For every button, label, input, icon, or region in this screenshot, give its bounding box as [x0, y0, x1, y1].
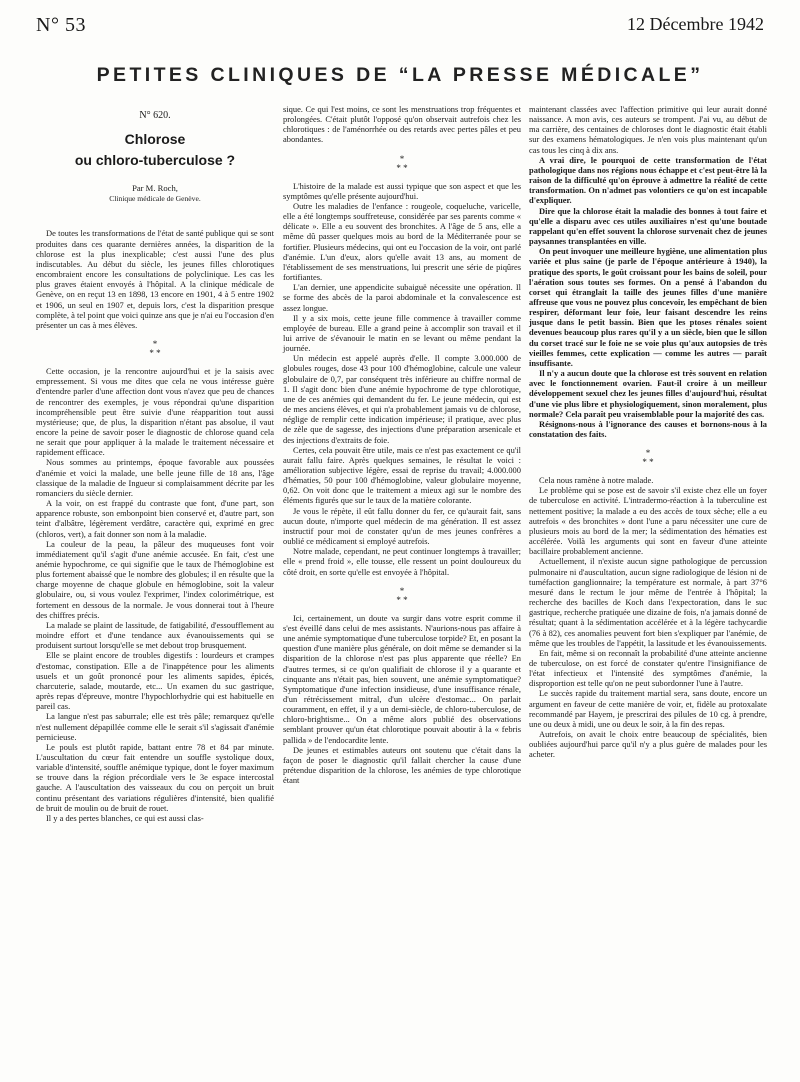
- section-separator: * * *: [396, 153, 408, 173]
- text-column-1: [36, 111, 274, 823]
- paragraph: Certes, cela pouvait être utile, mais ce n'est pas exactement ce qu'il aurait fallu faire. Après quelques semaines, le résultat le voici : amélioration subjective légère, essai de reprise du travail; 4.000.000 d'hématies, 50 pour 100 d'hémoglobine, valeur globulaire moyenne, 0,62. On voit donc que le traitement a mieux agi sur le nombre des éléments figurés que sur le taux de la matière colorante.: [283, 444, 521, 506]
- section-separator: * * *: [149, 339, 161, 359]
- section-separator: * * *: [396, 585, 408, 605]
- paragraph: La malade se plaint de lassitude, de fatigabilité, d'essoufflement au moindre effort et d'une tendance aux évanouissements qui se produisent surtout lorsqu'elle se met debout trop brusquement.: [36, 619, 274, 651]
- page-number: N° 53: [36, 14, 86, 36]
- paragraph: La couleur de la peau, la pâleur des muqueuses font voir immédiatement qu'il s'agit d'une anémie accusée. En fait, c'est une anémie hypochrome, ce qui signifie que le taux de l'hémoglobine est plus fortement abaissé que le nombre des globules; il en résulte que la charge moyenne de chaque globule en hémoglobine, soit la valeur globulaire, ou, si vous voulez l'exprimer, l'index colorimétrique, est fortement en dessous de la normale. Je vous donnerai tout à l'heure des chiffres précis.: [36, 538, 274, 620]
- issue-date: 12 Décembre 1942: [627, 14, 764, 34]
- paragraph: On peut invoquer une meilleure hygiène, une alimentation plus variée et plus saine (je parle de l'époque antérieure à 1940), la pratique des sports, le goût croissant pour les bains de soleil, pour l'aération sous toutes ses formes. On a pensé à l'abandon du corset qui étranglait la taille des jeunes filles d'une manière affreuse que vous ne pouvez plus concevoir, les empêchant de bien respirer, déformant leur foie, leur faisant descendre les reins jusque dans le petit bassin. Bien que les ptoses rénales soient devenues beaucoup plus rares qu'il y a un siècle, bien que le sillon du corset tracé sur le foie ne se voie plus qu'aux autopsies de très vieilles femmes, cette explication — comme les autres — paraît insuffisante.: [529, 246, 767, 368]
- article-title-line-1: Chlorose: [124, 131, 186, 148]
- paragraph: Il y a six mois, cette jeune fille commence à travailler comme employée de bureau. Elle a grand peine à accomplir son travail et il lui arrive de s'évanouir le matin en se levant ou même pendant la journée.: [283, 312, 521, 354]
- paragraph: Ici, certainement, un doute va surgir dans votre esprit comme il s'est éveillé dans celui de mes assistants. N'aurions-nous pas affaire à une anémie symptomatique d'une tuberculose torpide? Et, en posant la question d'une manière plus générale, on doit même se demander si la disparition de la chlorose n'est pas plus apparente que réelle? En d'autres termes, si ce qu'on qualifiait de chlorose il y a quarante et cinquante ans n'était pas, bien souvent, une anémie symptomatique? Symptomatique d'une infection insidieuse, d'une insuffisance rénale, d'un rétrécissement mitral, d'un ulcère d'estomac... On parlait couramment, en effet, il y a un demi-siècle, de chloro-tuberculose, de chloro-brightisme... On a même alors publié des observations semblant prouver qu'un état chlorotique pouvait aboutir à la « febris pallida » de l'endocardite lente.: [283, 612, 521, 745]
- paragraph: De toutes les transformations de l'état de santé publique qui se sont produites dans ces quarante dernières années, la disparition de la chlorose est la plus inexplicable; c'est aussi l'une des plus indiscutables. Au début du siècle, les jeunes filles chlorotiques encombraient encore les consultations de polyclinique. Les cas les plus graves étaient envoyés à l'hôpital. A la clinique médicale de Genève, on en reçut 13 en 1898, 13 encore en 1901, 4 à 5 entre 1902 et 1906, un seul en 1907 et, depuis lors, c'est la disparition presque complète, à tel point que voici quinze ans que je n'ai eu l'occasion d'en présenter un cas à mes élèves.: [36, 228, 274, 330]
- paragraph: Notre malade, cependant, ne peut continuer longtemps à travailler; elle « prend froid », elle tousse, elle ressent un point douloureux du côté droit, en sorte qu'elle est envoyée à l'hôpital.: [283, 546, 521, 577]
- paragraph: Outre les maladies de l'enfance : rougeole, coqueluche, varicelle, elle a été longtemps souffreteuse, considérée par ses parents comme « délicate ». Elle a eu souvent des bronchites. A l'âge de 5 ans, elle a même dû passer quelques mois au bord de la Méditerranée pour se fortifier. Plusieurs médecins, qui ont eu l'occasion de la voir, ont parlé d'anémie. L'un d'eux, alors qu'elle avait 13 ans, au moment de l'établissement de ses menstruations, lui prescrit une série de piqûres fortifiantes.: [283, 200, 521, 283]
- paragraph: maintenant classées avec l'affection primitive qui leur aurait donné naissance. A mon avis, ces auteurs se trompent. J'ai vu, au début de ma carrière, des centaines de chloroses dont le diagnostic était établi sur des examens hématologiques. Je n'en vois plus maintenant qu'un cas tous les cinq à dix ans.: [529, 104, 767, 155]
- paragraph: En fait, même si on reconnaît la probabilité d'une atteinte ancienne de tuberculose, on est forcé de constater qu'entre l'insignifiance de l'état infectieux et l'intensité des symptômes d'anémie, la disproportion est telle qu'on ne peut subordonner l'une à l'autre.: [529, 647, 767, 689]
- paragraph: Cela nous ramène à notre malade.: [539, 475, 654, 486]
- paragraph: Il y a des pertes blanches, ce qui est aussi clas-: [46, 812, 204, 823]
- paragraph: Je vous le répète, il eût fallu donner du fer, ce qu'aurait fait, sans aucun doute, n'importe quel médecin de ma génération. Il est assez instructif pour moi de constater qu'un de mes jeunes confrères a oublié ce médicament si employé autrefois.: [283, 505, 521, 547]
- article-title-line-2: ou chloro-tuberculose ?: [74, 152, 236, 169]
- author-line: Par M. Roch,: [132, 183, 178, 194]
- paragraph: Nous sommes au printemps, époque favorable aux poussées d'anémie et voici la malade, une belle jeune fille de 18 ans, l'âge classique de la maladie de Ingueur si complaisamment décrite par les romanciers du siècle dernier.: [36, 457, 274, 498]
- paragraph: L'an dernier, une appendicite subaiguë nécessite une opération. Il se forme des abcès de la paroi abdominale et la convalescence est assez longue.: [283, 282, 521, 313]
- paragraph: Autrefois, on avait le choix entre beaucoup de spécialités, bien oubliées aujourd'hui parce qu'il n'y a plus guère de malades pour les acheter.: [529, 729, 767, 760]
- paragraph: A la voir, on est frappé du contraste que font, d'une part, son apparence robuste, son embonpoint bien conservé et, d'autre part, son teint d'albâtre, légèrement verdâtre, caractère qui, exprimé en grec (chloros, vert), a fait donner son nom à la maladie.: [36, 498, 274, 539]
- paragraph: De jeunes et estimables auteurs ont soutenu que c'était dans la façon de poser le diagnostic qu'il fallait chercher la cause d'une prétendue disparition de la chlorose, les anémies de type chlorotique étant: [283, 744, 521, 786]
- paragraph: A vrai dire, le pourquoi de cette transformation de l'état pathologique dans nos régions nous échappe et c'est peut-être là la raison de la difficulté qu'on éprouve à admettre la réalité de cette transformation. On n'admet pas volontiers ce qu'on est incapable d'expliquer.: [529, 154, 767, 206]
- paragraph: Un médecin est appelé auprès d'elle. Il compte 3.000.000 de globules rouges, dose 43 pour 100 d'hémoglobine, calcule une valeur globulaire de 0,7, par conséquent très inférieure au chiffre normal de 1. Il s'agit donc bien d'une anémie hypochrome de type chlorotique, une de ces anémies qui demandent du fer. Le jeune médecin, qui est de mes anciens élèves, et qui n'a probablement jamais vu de chlorose, néglige de remplir cette indication impérieuse; il pratique, avec plus de zèle que de sagesse, des injections d'une préparation arsenicale et des injections d'extraits de foie.: [283, 353, 521, 445]
- text-column-2: [283, 104, 521, 785]
- paragraph: Cette occasion, je la rencontre aujourd'hui et je la saisis avec empressement. Si vous me dites que cela ne vous intéresse guère d'entendre parler d'une affection dont vous n'avez que peu de chances de rencontrer des exemples, je vous répondrai qu'une disparition incompréhensible peut être suivie d'une réapparition tout aussi mystérieuse; que, de plus, la disparition n'étant pas absolue, il vaut encore la peine de savoir poser le diagnostic de chlorose quand cela ne serait que pour appliquer à la malade le traitement nécessaire et rapidement efficace.: [36, 366, 274, 458]
- paragraph: Actuellement, il n'existe aucun signe pathologique de percussion pulmonaire ni d'auscultation, aucun signe radiologique de lésion ni de tuméfaction ganglionnaire; la température est normale, à part 37°6 mesuré dans le rectum le jour même de l'entrée à l'hôpital; la recherche des bacilles de Koch dans l'expectoration, dans le suc gastrique, recherche pratiquée une dizaine de fois, n'a jamais donné de résultat; quant à la sédimentation accélérée et à la légère tachycardie (76 à 82), ces anomalies peuvent fort bien s'expliquer par l'anémie, de même que les troubles de l'appétit, la lassitude et les évanouissements.: [529, 556, 767, 648]
- paragraph: Résignons-nous à l'ignorance des causes et bornons-nous à la constatation des faits.: [529, 418, 767, 439]
- paragraph: Le succès rapide du traitement martial sera, sans doute, encore un argument en faveur de cette manière de voir, et, fidèle au protoxalate recommandé par Hayem, je prescrirai des pilules de 10 cg. à prendre, une ou deux à midi, une ou deux le soir, à la fin des repas.: [529, 688, 767, 729]
- paragraph: L'histoire de la malade est aussi typique que son aspect et que les symptômes qu'elle présente aujourd'hui.: [283, 180, 521, 201]
- paragraph: sique. Ce qui l'est moins, ce sont les menstruations trop fréquentes et prolongées. C'était plutôt l'opposé qu'on observait autrefois chez les chlorotiques : de l'aménorrhée ou des retards avec pertes pâles et peu abondantes.: [283, 104, 521, 145]
- paragraph: Il n'y a aucun doute que la chlorose est très souvent en relation avec le fonctionnement ovarien. Faut-il croire à un meilleur développement sexuel chez les jeunes filles d'aujourd'hui, résultat d'une vie plus libre et physiologiquement, sinon moralement, plus normale? Cela paraît peu vraisemblable pour la majorité des cas.: [529, 368, 767, 419]
- article-title: [36, 129, 274, 171]
- journal-heading: PETITES CLINIQUES DE “LA PRESSE MÉDICALE”: [96, 64, 704, 86]
- paragraph: La langue n'est pas saburrale; elle est très pâle; remarquez qu'elle n'est nullement dépapillée comme elle le serait s'il s'agissait d'anémie pernicieuse.: [36, 711, 274, 742]
- paragraph: Dire que la chlorose était la maladie des bonnes à tout faire et qu'elle a disparu avec ces utiles auxiliaires n'est qu'une boutade rappelant qu'en effet souvent la chlorose survenait chez de jeunes paysannes transplantées en ville.: [529, 205, 767, 247]
- paragraph: Le pouls est plutôt rapide, battant entre 78 et 84 par minute. L'auscultation du cœur fait entendre un souffle systolique doux, variable d'intensité, souffle anémique typique, dont le foyer maximum se trouve dans la région précordiale vers le 3e espace intercostal gauche. A l'auscultation des vaisseaux du cou on perçoit un bruit continu présentant des variations régulières d'intensité, bien qualifié de bruit de moulin ou de bruit de rouet.: [36, 741, 274, 813]
- text-column-3: [529, 104, 767, 760]
- paragraph: Le problème qui se pose est de savoir s'il existe chez elle un foyer de tuberculose en activité. L'intradermo-réaction à la tuberculine est nettement positive; la malade a eu des accès de toux sèche; elle a eu autrefois « des bronchites » dont l'une a paru nécessiter une cure de plusieurs mois au bord de la mer; la sédimentation des hématies est accélérée. Voilà les arguments qui sont en faveur d'une atteinte bacillaire probablement ancienne.: [529, 485, 767, 557]
- paragraph: Elle se plaint encore de troubles digestifs : lourdeurs et crampes d'estomac, constipation. Elle a de l'inappétence pour les aliments usuels et un goût prononcé pour les aliments sapides, épicés, charcuterie, salade, moutarde, etc... Un examen du suc gastrique, après repas d'épreuve, montre l'hypochlorhydrie qui est habituelle en pareil cas.: [36, 650, 274, 712]
- author-affiliation: Clinique médicale de Genève.: [109, 194, 201, 204]
- article-number: N° 620.: [139, 110, 171, 121]
- section-separator: * * *: [642, 448, 654, 468]
